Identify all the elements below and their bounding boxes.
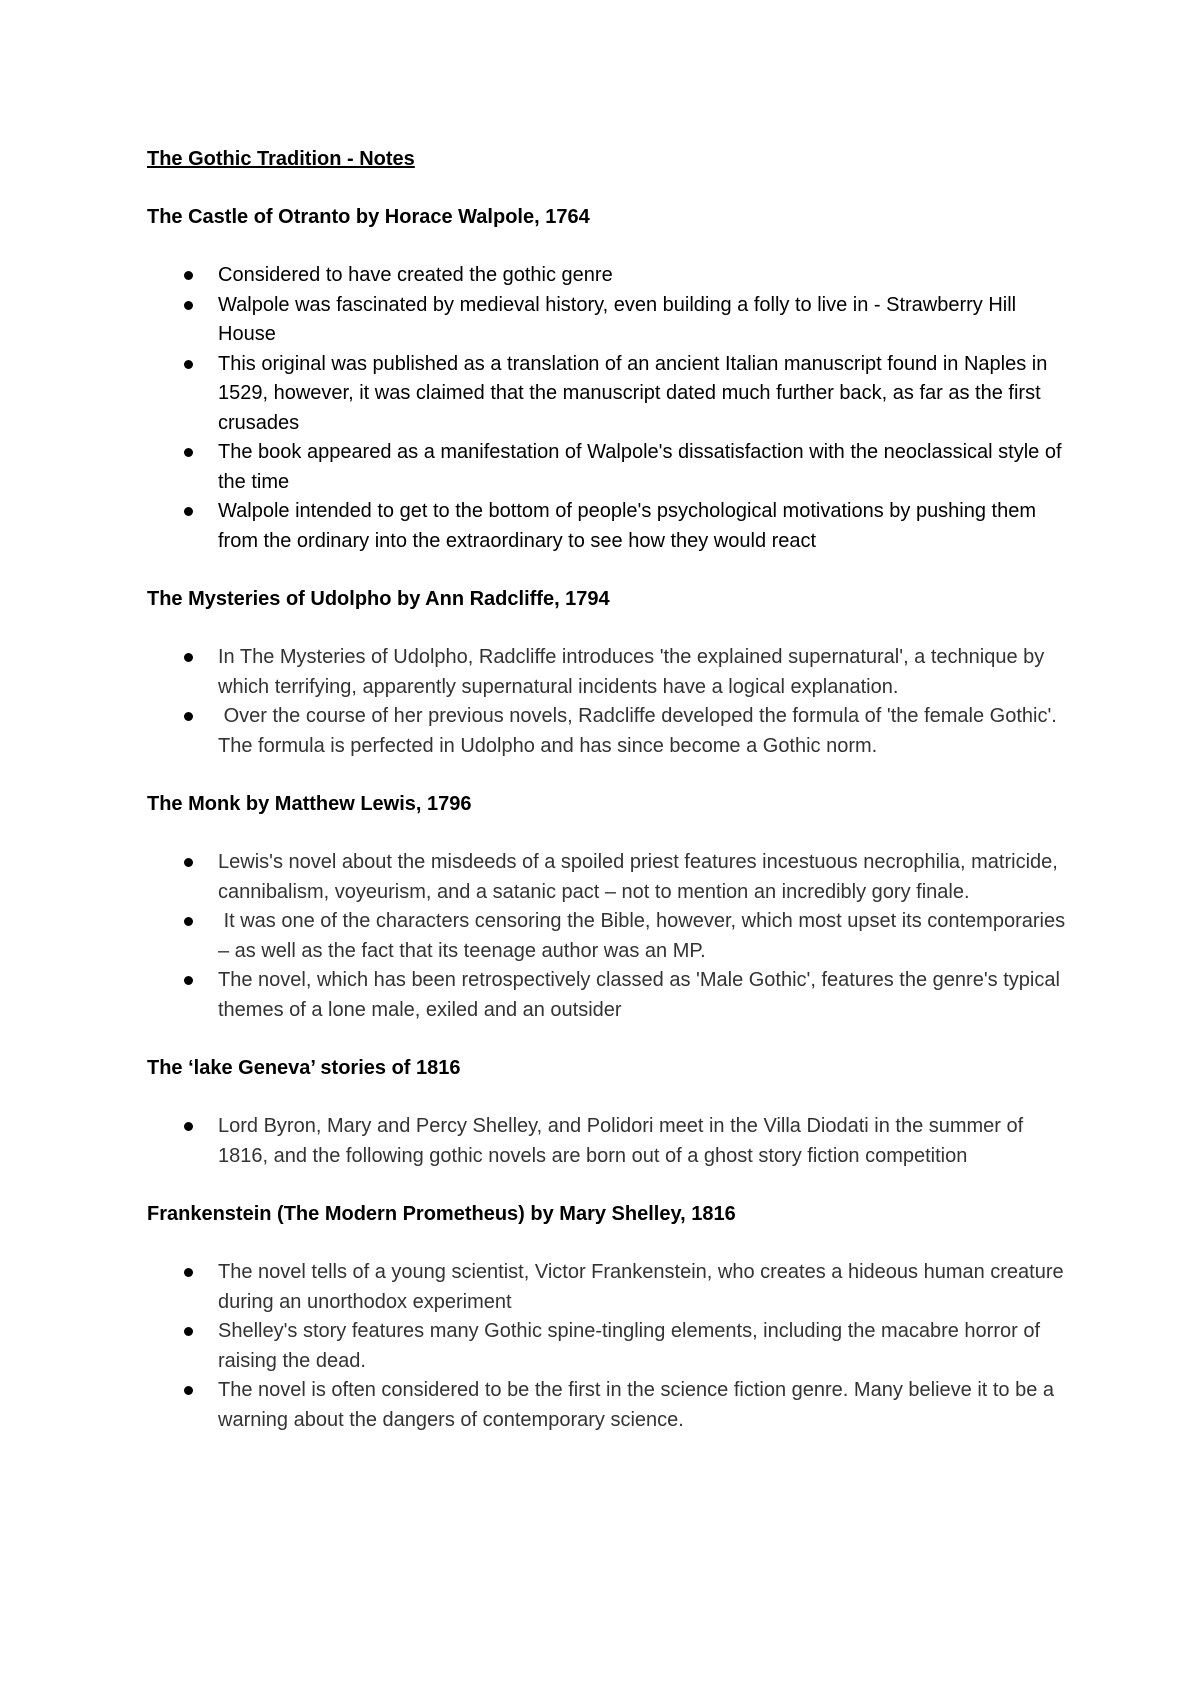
bullet-text: Lewis's novel about the misdeeds of a spoiled priest features incestuous necrophilia, matricide, cannibalism, voyeurism, and a satanic pact – not to mention an incredibly gory finale. — [218, 851, 1058, 903]
section-heading-geneva: The ‘lake Geneva’ stories of 1816 — [147, 1057, 461, 1079]
bullet-list-geneva — [147, 1112, 1067, 1171]
bullet-icon — [184, 448, 193, 457]
bullet-text: The novel is often considered to be the first in the science fiction genre. Many believe it to be a warning about the dangers of contemporary science. — [218, 1379, 1055, 1431]
list-item — [147, 1112, 1067, 1171]
list-item — [147, 702, 1067, 761]
bullet-text: Walpole was fascinated by medieval history, even building a folly to live in - Strawberry Hill House — [218, 293, 1017, 345]
bullet-icon — [184, 976, 193, 985]
bullet-icon — [184, 1327, 193, 1336]
bullet-icon — [184, 1122, 193, 1131]
bullet-list-udolpho — [147, 643, 1067, 761]
list-item — [147, 291, 1067, 350]
bullet-icon — [184, 917, 193, 926]
bullet-text: Shelley's story features many Gothic spine-tingling elements, including the macabre horror of raising the dead. — [218, 1320, 1041, 1372]
bullet-text: Lord Byron, Mary and Percy Shelley, and Polidori meet in the Villa Diodati in the summer of 1816, and the following gothic novels are born out of a ghost story fiction competition — [218, 1115, 1024, 1167]
bullet-text: The book appeared as a manifestation of Walpole's dissatisfaction with the neoclassical style of the time — [218, 441, 1062, 493]
document-page — [147, 145, 1071, 1464]
section-heading-frankenstein: Frankenstein (The Modern Prometheus) by Mary Shelley, 1816 — [147, 1203, 736, 1225]
bullet-icon — [184, 271, 193, 280]
bullet-text: Considered to have created the gothic genre — [218, 264, 613, 286]
bullet-list-frankenstein — [147, 1258, 1067, 1435]
list-item — [147, 643, 1067, 702]
list-item — [147, 350, 1067, 439]
section-heading-udolpho: The Mysteries of Udolpho by Ann Radcliffe, 1794 — [147, 588, 610, 610]
bullet-text: This original was published as a translation of an ancient Italian manuscript found in Naples in 1529, however, it was claimed that the manuscript dated much further back, as far as the first crusades — [218, 352, 1048, 434]
bullet-icon — [184, 360, 193, 369]
bullet-text: Walpole intended to get to the bottom of people's psychological motivations by pushing them from the ordinary into the extraordinary to see how they would react — [218, 500, 1037, 552]
list-item — [147, 1317, 1067, 1376]
bullet-list-monk — [147, 848, 1071, 1025]
bullet-text: The novel tells of a young scientist, Victor Frankenstein, who creates a hideous human creature during an unorthodox experiment — [218, 1261, 1064, 1313]
bullet-icon — [184, 712, 193, 721]
bullet-text: It was one of the characters censoring the Bible, however, which most upset its contemporaries – as well as the fact that its teenage author was an MP. — [218, 910, 1071, 962]
bullet-text: Over the course of her previous novels, Radcliffe developed the formula of 'the female Gothic'. The formula is perfected in Udolpho and has since become a Gothic norm. — [218, 705, 1063, 757]
bullet-icon — [184, 1386, 193, 1395]
list-item — [147, 497, 1067, 556]
list-item — [147, 966, 1067, 1025]
bullet-icon — [184, 1268, 193, 1277]
bullet-text: The novel, which has been retrospectively classed as 'Male Gothic', features the genre's typical themes of a lone male, exiled and an outsider — [218, 969, 1060, 1021]
list-item — [147, 1258, 1067, 1317]
bullet-icon — [184, 507, 193, 516]
section-heading-monk: The Monk by Matthew Lewis, 1796 — [147, 793, 472, 815]
bullet-icon — [184, 301, 193, 310]
bullet-text: In The Mysteries of Udolpho, Radcliffe introduces 'the explained supernatural', a technique by which terrifying, apparently supernatural incidents have a logical explanation. — [218, 646, 1045, 698]
list-item — [147, 848, 1067, 907]
bullet-list-otranto — [147, 261, 1067, 556]
list-item — [147, 1376, 1067, 1435]
bullet-icon — [184, 653, 193, 662]
bullet-icon — [184, 858, 193, 867]
list-item — [147, 907, 1071, 966]
list-item — [147, 438, 1067, 497]
list-item — [147, 261, 1067, 291]
document-title: The Gothic Tradition - Notes — [147, 148, 415, 170]
section-heading-otranto: The Castle of Otranto by Horace Walpole, 1764 — [147, 206, 590, 228]
